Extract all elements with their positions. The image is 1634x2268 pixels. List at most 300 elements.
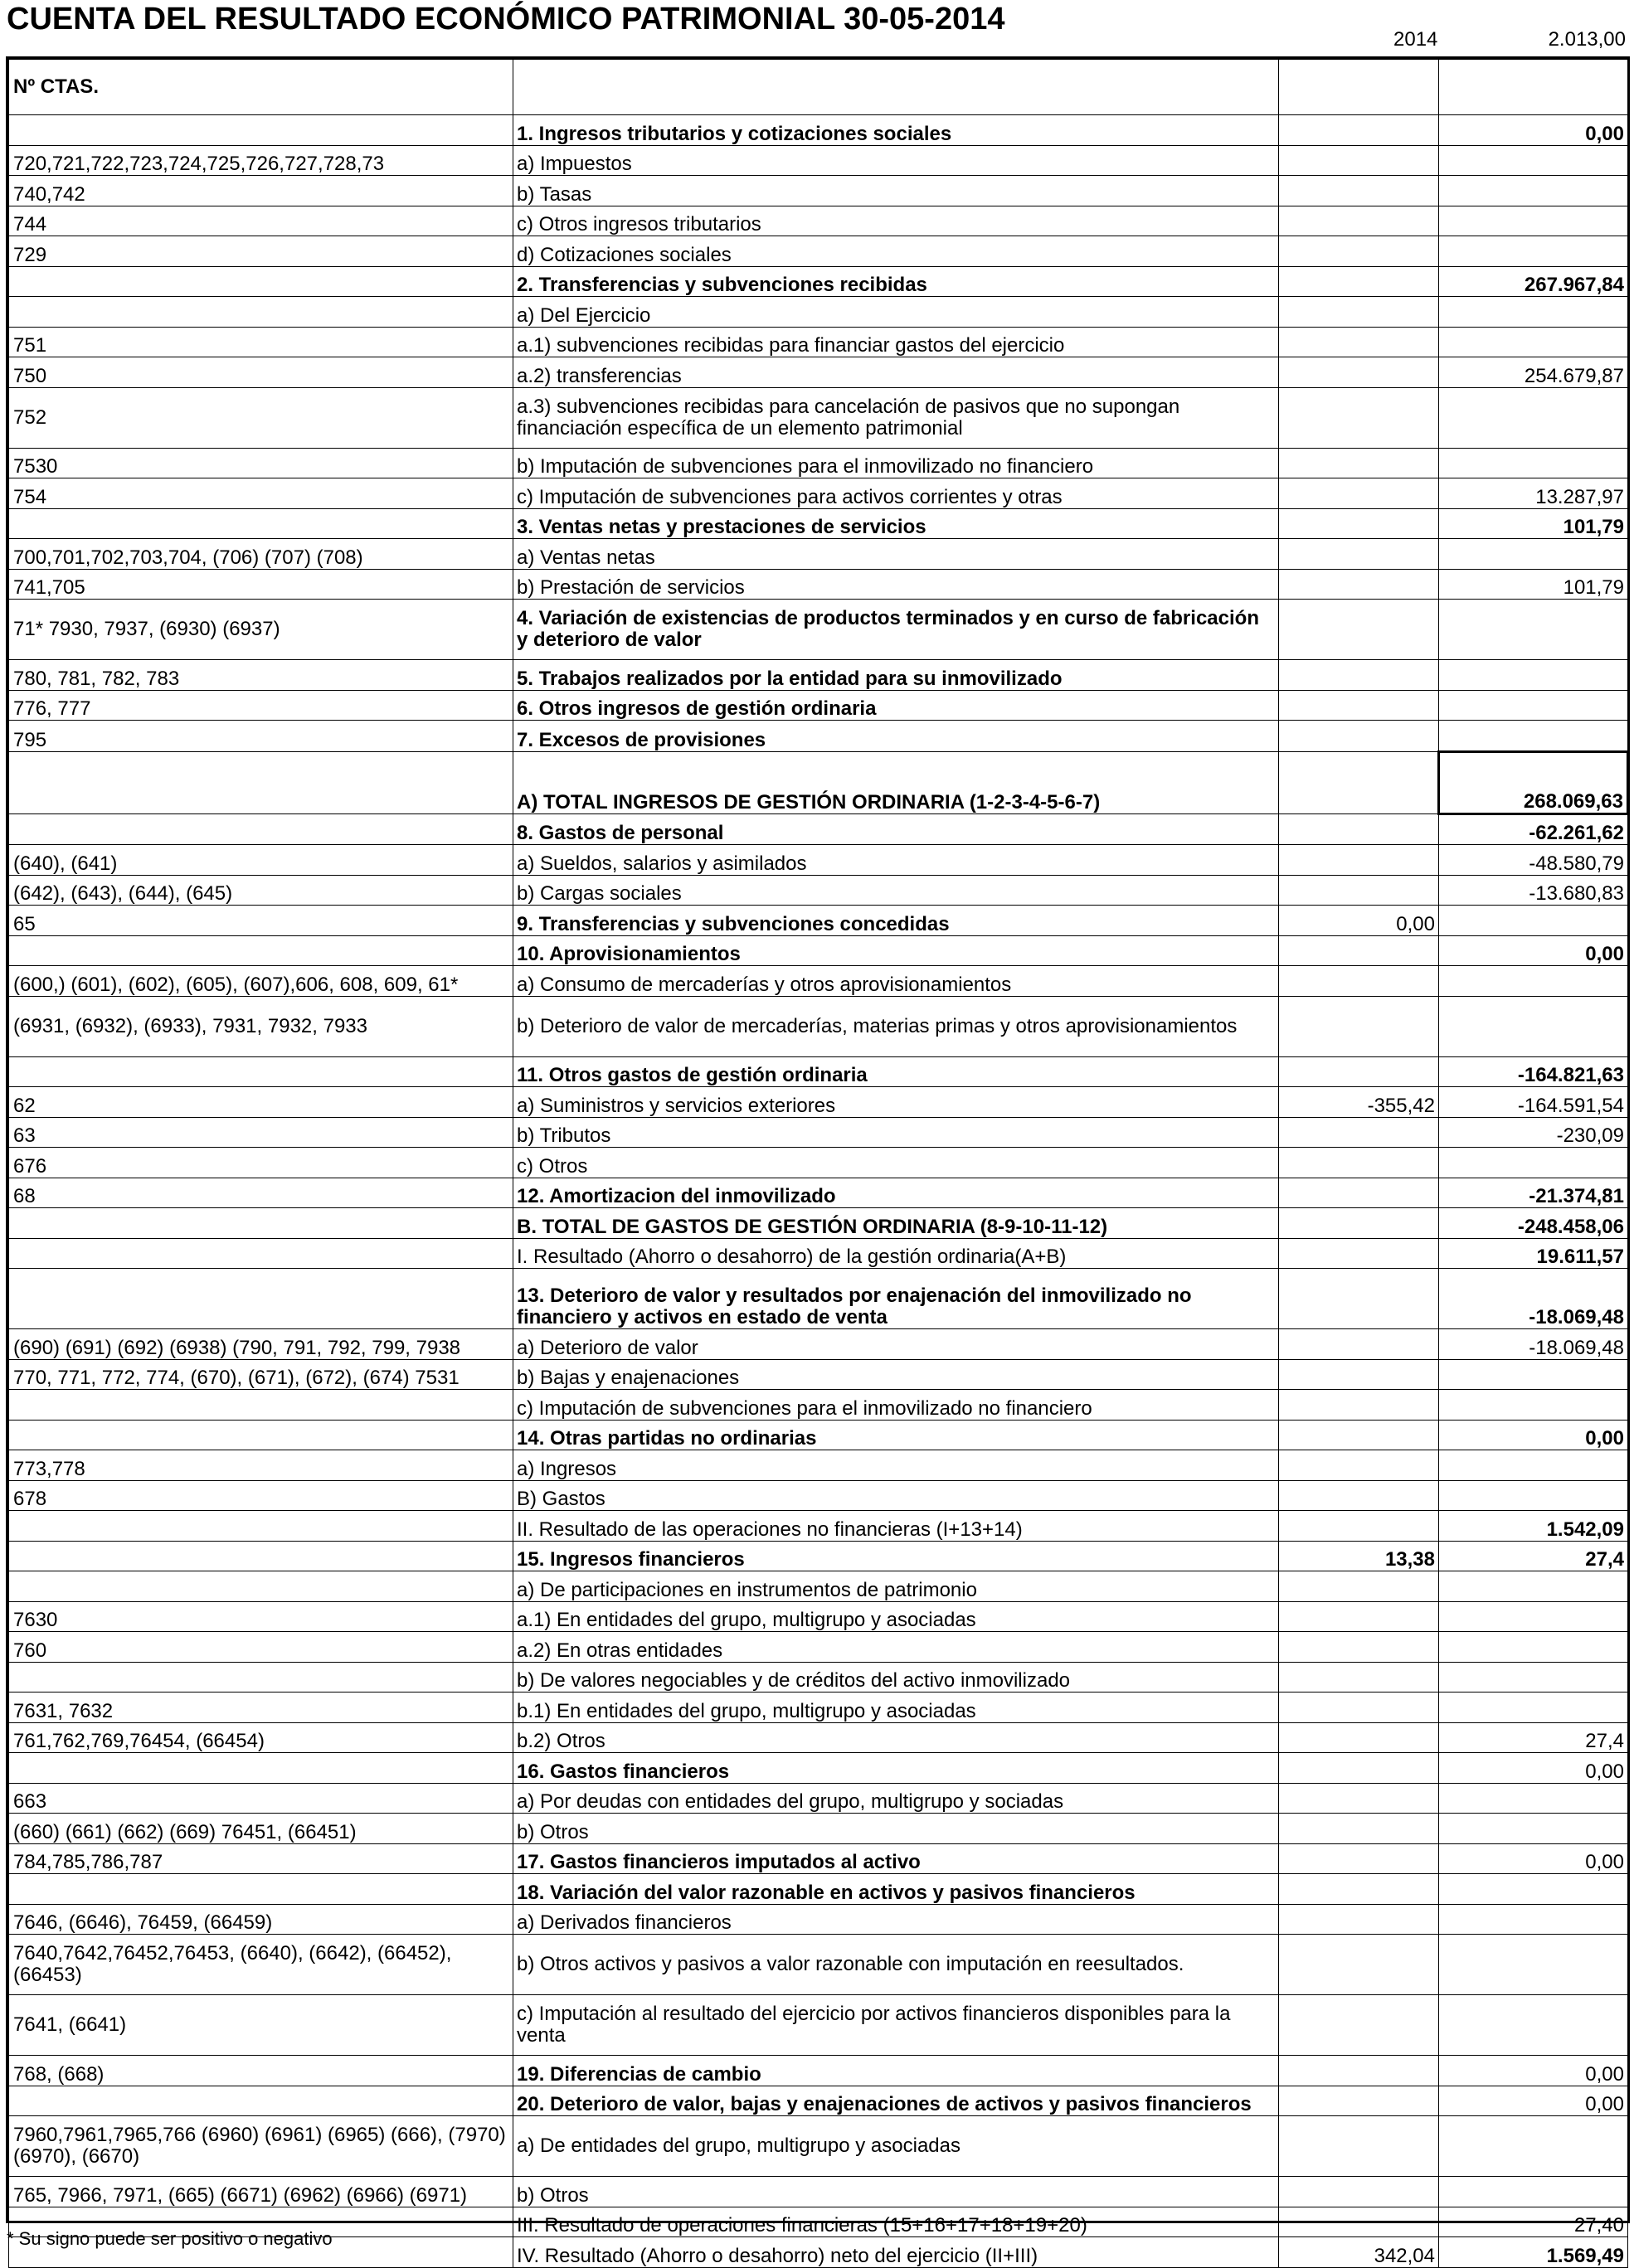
concept-label: 13. Deterioro de valor y resultados por enajenación del inmovilizado no financiero y activos en estado de venta (513, 1269, 1279, 1329)
concept-label: 19. Diferencias de cambio (513, 2056, 1279, 2086)
value-2014 (1279, 1874, 1439, 1905)
value-2014 (1279, 176, 1439, 206)
concept-label: b) Tasas (513, 176, 1279, 206)
concept-label: c) Otros ingresos tributarios (513, 206, 1279, 236)
table-row (9, 1874, 1628, 1905)
value-2014 (1279, 1056, 1439, 1087)
table-row (9, 721, 1628, 752)
table-row (9, 2056, 1628, 2086)
concept-label: 3. Ventas netas y prestaciones de servicios (513, 508, 1279, 539)
account-codes (9, 1390, 513, 1421)
value-2013 (1439, 1783, 1628, 1814)
value-2014 (1279, 1601, 1439, 1632)
table-row (9, 1087, 1628, 1118)
account-codes: 770, 771, 772, 774, (670), (671), (672), (674) 7531 (9, 1359, 513, 1390)
value-2013 (1439, 996, 1628, 1056)
value-2013 (1439, 236, 1628, 267)
account-codes: 7631, 7632 (9, 1693, 513, 1723)
account-codes: 7630 (9, 1601, 513, 1632)
account-codes (9, 935, 513, 966)
value-2013 (1439, 1662, 1628, 1693)
value-2014 (1279, 206, 1439, 236)
concept-label: a.1) subvenciones recibidas para financiar gastos del ejercicio (513, 327, 1279, 357)
account-codes: 71* 7930, 7937, (6930) (6937) (9, 600, 513, 660)
table-row (9, 690, 1628, 721)
concept-label: 5. Trabajos realizados por la entidad para su inmovilizado (513, 660, 1279, 691)
value-2013 (1439, 1601, 1628, 1632)
value-2014 (1279, 387, 1439, 448)
value-2013: -48.580,79 (1439, 845, 1628, 876)
table-row (9, 1480, 1628, 1511)
table-row (9, 1148, 1628, 1178)
value-2013: 0,00 (1439, 2086, 1628, 2116)
table-row (9, 1329, 1628, 1360)
value-2013 (1439, 1632, 1628, 1663)
account-codes (9, 1511, 513, 1542)
concept-label: a) Suministros y servicios exteriores (513, 1087, 1279, 1118)
table-row (9, 1208, 1628, 1239)
value-2014 (1279, 1480, 1439, 1511)
table-row (9, 387, 1628, 448)
value-2014 (1279, 1693, 1439, 1723)
value-2014 (1279, 996, 1439, 1056)
account-codes: 720,721,722,723,724,725,726,727,728,73 (9, 145, 513, 176)
account-codes: 765, 7966, 7971, (665) (6671) (6962) (6966) (6971) (9, 2177, 513, 2207)
footnote: * Su signo puede ser positivo o negativo (7, 2228, 333, 2249)
value-2013 (1439, 1148, 1628, 1178)
table-row (9, 2116, 1628, 2177)
value-2014 (1279, 327, 1439, 357)
account-codes: 751 (9, 327, 513, 357)
concept-label: a) Por deudas con entidades del grupo, multigrupo y sociadas (513, 1783, 1279, 1814)
concept-label: 15. Ingresos financieros (513, 1541, 1279, 1571)
account-codes: 780, 781, 782, 783 (9, 660, 513, 691)
value-2014 (1279, 357, 1439, 388)
account-codes (9, 751, 513, 813)
account-codes: 65 (9, 906, 513, 936)
value-2014 (1279, 751, 1439, 813)
account-codes (9, 1753, 513, 1784)
account-codes: 750 (9, 357, 513, 388)
value-2013 (1439, 1359, 1628, 1390)
value-2014 (1279, 1178, 1439, 1208)
value-2014 (1279, 1148, 1439, 1178)
table-row (9, 660, 1628, 691)
value-2014 (1279, 478, 1439, 509)
value-2013: 101,79 (1439, 508, 1628, 539)
value-2014 (1279, 236, 1439, 267)
table-row (9, 1359, 1628, 1390)
concept-label: b) Imputación de subvenciones para el inmovilizado no financiero (513, 448, 1279, 478)
table-row (9, 600, 1628, 660)
concept-label: 6. Otros ingresos de gestión ordinaria (513, 690, 1279, 721)
table-row (9, 266, 1628, 297)
value-2014 (1279, 1238, 1439, 1269)
concept-label: c) Imputación al resultado del ejercicio por activos financieros disponibles para la venta (513, 1995, 1279, 2056)
value-2014 (1279, 508, 1439, 539)
concept-label: a) Deterioro de valor (513, 1329, 1279, 1360)
concept-label: b) Bajas y enajenaciones (513, 1359, 1279, 1390)
table-row (9, 297, 1628, 328)
value-2014 (1279, 1329, 1439, 1360)
value-2014 (1279, 875, 1439, 906)
concept-label: 4. Variación de existencias de productos terminados y en curso de fabricación y deterioro de valor (513, 600, 1279, 660)
account-codes (9, 1420, 513, 1450)
value-2014 (1279, 569, 1439, 600)
concept-label: a) De entidades del grupo, multigrupo y asociadas (513, 2116, 1279, 2177)
concept-label: b) Otros (513, 1814, 1279, 1844)
concept-label: a) Del Ejercicio (513, 297, 1279, 328)
concept-label: 20. Deterioro de valor, bajas y enajenaciones de activos y pasivos financieros (513, 2086, 1279, 2116)
value-2013: 19.611,57 (1439, 1238, 1628, 1269)
concept-label: 17. Gastos financieros imputados al activo (513, 1843, 1279, 1874)
value-2013: 1.542,09 (1439, 1511, 1628, 1542)
concept-label: 18. Variación del valor razonable en activos y pasivos financieros (513, 1874, 1279, 1905)
concept-label: 8. Gastos de personal (513, 813, 1279, 845)
value-2014 (1279, 1420, 1439, 1450)
value-2013: 267.967,84 (1439, 266, 1628, 297)
concept-label: d) Cotizaciones sociales (513, 236, 1279, 267)
table-row (9, 236, 1628, 267)
account-codes: (690) (691) (692) (6938) (790, 791, 792, 799, 7938 (9, 1329, 513, 1360)
accounts-header: Nº CTAS. (9, 60, 513, 115)
table-row (9, 569, 1628, 600)
table-row (9, 875, 1628, 906)
concept-label: c) Imputación de subvenciones para activos corrientes y otras (513, 478, 1279, 509)
value-2013 (1439, 539, 1628, 570)
value-2013 (1439, 2177, 1628, 2207)
concept-label: a) Sueldos, salarios y asimilados (513, 845, 1279, 876)
value-2013: 0,00 (1439, 2056, 1628, 2086)
value-2013 (1439, 966, 1628, 997)
concept-label: a) Consumo de mercaderías y otros aprovisionamientos (513, 966, 1279, 997)
value-2014 (1279, 297, 1439, 328)
concept-label: A) TOTAL INGRESOS DE GESTIÓN ORDINARIA (1-2-3-4-5-6-7) (513, 751, 1279, 813)
account-codes: 7641, (6641) (9, 1995, 513, 2056)
value-2014: 342,04 (1279, 2237, 1439, 2268)
concept-label: a) Ventas netas (513, 539, 1279, 570)
account-codes (9, 2086, 513, 2116)
account-codes (9, 1662, 513, 1693)
table-row (9, 1056, 1628, 1087)
concept-label: a) Ingresos (513, 1450, 1279, 1481)
column-header-2014: 2014 (1393, 28, 1438, 51)
account-codes (9, 297, 513, 328)
concept-label: I. Resultado (Ahorro o desahorro) de la gestión ordinaria(A+B) (513, 1238, 1279, 1269)
table-row (9, 1571, 1628, 1602)
value-2014 (1279, 115, 1439, 146)
table-row (9, 206, 1628, 236)
table-row (9, 1450, 1628, 1481)
value-2014 (1279, 2056, 1439, 2086)
value-2013 (1439, 906, 1628, 936)
value-2013: 268.069,63 (1439, 751, 1628, 813)
concept-label: 7. Excesos de provisiones (513, 721, 1279, 752)
concept-label: b) Otros (513, 2177, 1279, 2207)
table-row (9, 1541, 1628, 1571)
table-row (9, 448, 1628, 478)
account-codes: 68 (9, 1178, 513, 1208)
table-row (9, 1601, 1628, 1632)
value-2014 (1279, 266, 1439, 297)
table-row (9, 935, 1628, 966)
value-2013: -18.069,48 (1439, 1269, 1628, 1329)
value-2013 (1439, 1390, 1628, 1421)
concept-label: b) Deterioro de valor de mercaderías, materias primas y otros aprovisionamientos (513, 996, 1279, 1056)
value-2013 (1439, 206, 1628, 236)
table-row (9, 1995, 1628, 2056)
concept-label: IV. Resultado (Ahorro o desahorro) neto del ejercicio (II+III) (513, 2237, 1279, 2268)
value-2013: 254.679,87 (1439, 357, 1628, 388)
value-2013 (1439, 660, 1628, 691)
value-2013 (1439, 297, 1628, 328)
table-row (9, 845, 1628, 876)
concept-label: a.2) transferencias (513, 357, 1279, 388)
value-2013: -62.261,62 (1439, 813, 1628, 845)
value-2013 (1439, 327, 1628, 357)
concept-label: a.3) subvenciones recibidas para cancelación de pasivos que no supongan financiación específica de un elemento patrimonial (513, 387, 1279, 448)
account-codes: 754 (9, 478, 513, 509)
value-2013 (1439, 1814, 1628, 1844)
value-2013 (1439, 2116, 1628, 2177)
table-row (9, 813, 1628, 845)
account-codes: 63 (9, 1117, 513, 1148)
account-codes (9, 1208, 513, 1239)
value-2013: -164.821,63 (1439, 1056, 1628, 1087)
concept-label: II. Resultado de las operaciones no financieras (I+13+14) (513, 1511, 1279, 1542)
table-row (9, 508, 1628, 539)
table-row (9, 1722, 1628, 1753)
concept-label: 10. Aprovisionamientos (513, 935, 1279, 966)
value-2013 (1439, 721, 1628, 752)
table-row (9, 2177, 1628, 2207)
concept-label: 2. Transferencias y subvenciones recibidas (513, 266, 1279, 297)
value-2013: 0,00 (1439, 1843, 1628, 1874)
table-row (9, 1814, 1628, 1844)
table-row (9, 966, 1628, 997)
value-2014 (1279, 600, 1439, 660)
value-2013: 101,79 (1439, 569, 1628, 600)
value-2014 (1279, 660, 1439, 691)
account-codes: (6931, (6932), (6933), 7931, 7932, 7933 (9, 996, 513, 1056)
value-2013: 27,4 (1439, 1541, 1628, 1571)
value-2013: -21.374,81 (1439, 1178, 1628, 1208)
concept-label: a) Impuestos (513, 145, 1279, 176)
account-codes: 761,762,769,76454, (66454) (9, 1722, 513, 1753)
table-row (9, 1238, 1628, 1269)
value-2014 (1279, 1571, 1439, 1602)
value-2013-header (1439, 60, 1628, 115)
table-row (9, 1753, 1628, 1784)
value-2014 (1279, 1904, 1439, 1935)
concept-label: 12. Amortizacion del inmovilizado (513, 1178, 1279, 1208)
concept-label: b) Prestación de servicios (513, 569, 1279, 600)
table-row (9, 176, 1628, 206)
value-2014 (1279, 1753, 1439, 1784)
value-2014 (1279, 1935, 1439, 1995)
table-row (9, 539, 1628, 570)
value-2014 (1279, 539, 1439, 570)
value-2013: -18.069,48 (1439, 1329, 1628, 1360)
column-header-2013: 2.013,00 (1548, 28, 1626, 51)
account-codes: 700,701,702,703,704, (706) (707) (708) (9, 539, 513, 570)
account-codes: 678 (9, 1480, 513, 1511)
value-2014 (1279, 2116, 1439, 2177)
value-2013: -164.591,54 (1439, 1087, 1628, 1118)
value-2013: 0,00 (1439, 1753, 1628, 1784)
value-2013 (1439, 145, 1628, 176)
value-2014 (1279, 1843, 1439, 1874)
account-codes: 760 (9, 1632, 513, 1663)
value-2013 (1439, 1995, 1628, 2056)
account-codes: 773,778 (9, 1450, 513, 1481)
account-codes (9, 1238, 513, 1269)
table-row (9, 327, 1628, 357)
table-row (9, 1511, 1628, 1542)
table-row (9, 1390, 1628, 1421)
value-2013 (1439, 1874, 1628, 1905)
account-codes (9, 1541, 513, 1571)
concept-label: 16. Gastos financieros (513, 1753, 1279, 1784)
table-row (9, 996, 1628, 1056)
concept-label: b.1) En entidades del grupo, multigrupo y asociadas (513, 1693, 1279, 1723)
value-2014 (1279, 1995, 1439, 2056)
account-codes: 62 (9, 1087, 513, 1118)
table-row (9, 2086, 1628, 2116)
table-row (9, 1632, 1628, 1663)
table-row (9, 115, 1628, 146)
account-codes: (600,) (601), (602), (605), (607),606, 608, 609, 61* (9, 966, 513, 997)
concept-label: B. TOTAL DE GASTOS DE GESTIÓN ORDINARIA (8-9-10-11-12) (513, 1208, 1279, 1239)
value-2013: -13.680,83 (1439, 875, 1628, 906)
report-title: CUENTA DEL RESULTADO ECONÓMICO PATRIMONIAL 30-05-2014 (7, 2, 1005, 36)
value-2013 (1439, 448, 1628, 478)
account-codes: 663 (9, 1783, 513, 1814)
table-row (9, 478, 1628, 509)
concept-label: a.2) En otras entidades (513, 1632, 1279, 1663)
account-codes: 776, 777 (9, 690, 513, 721)
concept-label: 14. Otras partidas no ordinarias (513, 1420, 1279, 1450)
table-row (9, 145, 1628, 176)
account-codes (9, 508, 513, 539)
account-codes: 729 (9, 236, 513, 267)
concept-label: 1. Ingresos tributarios y cotizaciones sociales (513, 115, 1279, 146)
account-codes: (640), (641) (9, 845, 513, 876)
concept-label: 9. Transferencias y subvenciones concedidas (513, 906, 1279, 936)
value-2014 (1279, 1722, 1439, 1753)
concept-label: B) Gastos (513, 1480, 1279, 1511)
account-codes: 752 (9, 387, 513, 448)
value-2013 (1439, 600, 1628, 660)
concept-label: b) Otros activos y pasivos a valor razonable con imputación en reesultados. (513, 1935, 1279, 1995)
value-2013 (1439, 1935, 1628, 1995)
concept-label: III. Resultado de operaciones financieras (15+16+17+18+19+20) (513, 2207, 1279, 2237)
value-2014 (1279, 1450, 1439, 1481)
value-2014 (1279, 1208, 1439, 1239)
account-codes: 7640,7642,76452,76453, (6640), (6642), (66452), (66453) (9, 1935, 513, 1995)
account-codes: 676 (9, 1148, 513, 1178)
value-2014 (1279, 145, 1439, 176)
value-2014 (1279, 1632, 1439, 1663)
table-row (9, 1117, 1628, 1148)
value-2014 (1279, 2086, 1439, 2116)
value-2014 (1279, 448, 1439, 478)
concept-label: a) De participaciones en instrumentos de patrimonio (513, 1571, 1279, 1602)
concept-label: b) Cargas sociales (513, 875, 1279, 906)
account-codes (9, 1874, 513, 1905)
table-row (9, 1843, 1628, 1874)
value-2013: 1.569,49 (1439, 2237, 1628, 2268)
value-2013 (1439, 690, 1628, 721)
value-2014 (1279, 1269, 1439, 1329)
value-2013: -248.458,06 (1439, 1208, 1628, 1239)
table-row (9, 1904, 1628, 1935)
account-codes (9, 1269, 513, 1329)
value-2014 (1279, 935, 1439, 966)
table-row (9, 1935, 1628, 1995)
value-2014: 0,00 (1279, 906, 1439, 936)
value-2014 (1279, 1390, 1439, 1421)
account-codes: 744 (9, 206, 513, 236)
value-2013 (1439, 387, 1628, 448)
value-2013: 0,00 (1439, 1420, 1628, 1450)
table-row (9, 751, 1628, 813)
value-2014: 13,38 (1279, 1541, 1439, 1571)
value-2014: -355,42 (1279, 1087, 1439, 1118)
account-codes (9, 813, 513, 845)
value-2014 (1279, 2207, 1439, 2237)
concept-label: b) Tributos (513, 1117, 1279, 1148)
value-2014 (1279, 1511, 1439, 1542)
concept-label: b) De valores negociables y de créditos del activo inmovilizado (513, 1662, 1279, 1693)
account-codes (9, 1056, 513, 1087)
value-2013: 0,00 (1439, 115, 1628, 146)
table-row (9, 1178, 1628, 1208)
value-2013 (1439, 1693, 1628, 1723)
value-2014 (1279, 1662, 1439, 1693)
concept-label: a.1) En entidades del grupo, multigrupo y asociadas (513, 1601, 1279, 1632)
value-2014 (1279, 721, 1439, 752)
account-codes: 795 (9, 721, 513, 752)
value-2014 (1279, 1117, 1439, 1148)
value-2013 (1439, 1480, 1628, 1511)
value-2013 (1439, 1571, 1628, 1602)
table-header-row (9, 60, 1628, 115)
value-2014 (1279, 1814, 1439, 1844)
account-codes (9, 115, 513, 146)
account-codes: 7960,7961,7965,766 (6960) (6961) (6965) (666), (7970) (6970), (6670) (9, 2116, 513, 2177)
value-2013 (1439, 1904, 1628, 1935)
concept-label: c) Otros (513, 1148, 1279, 1178)
value-2014 (1279, 1359, 1439, 1390)
account-codes (9, 266, 513, 297)
table-row (9, 357, 1628, 388)
value-2013: 0,00 (1439, 935, 1628, 966)
value-2014 (1279, 966, 1439, 997)
account-codes: 768, (668) (9, 2056, 513, 2086)
concept-label: a) Derivados financieros (513, 1904, 1279, 1935)
value-2013: 13.287,97 (1439, 478, 1628, 509)
value-2014 (1279, 2177, 1439, 2207)
table-row (9, 1269, 1628, 1329)
value-2013 (1439, 1450, 1628, 1481)
table-row (9, 1420, 1628, 1450)
value-2013 (1439, 176, 1628, 206)
value-2013: 27,40 (1439, 2207, 1628, 2237)
table-row (9, 1783, 1628, 1814)
concept-header (513, 60, 1279, 115)
account-codes: 7530 (9, 448, 513, 478)
